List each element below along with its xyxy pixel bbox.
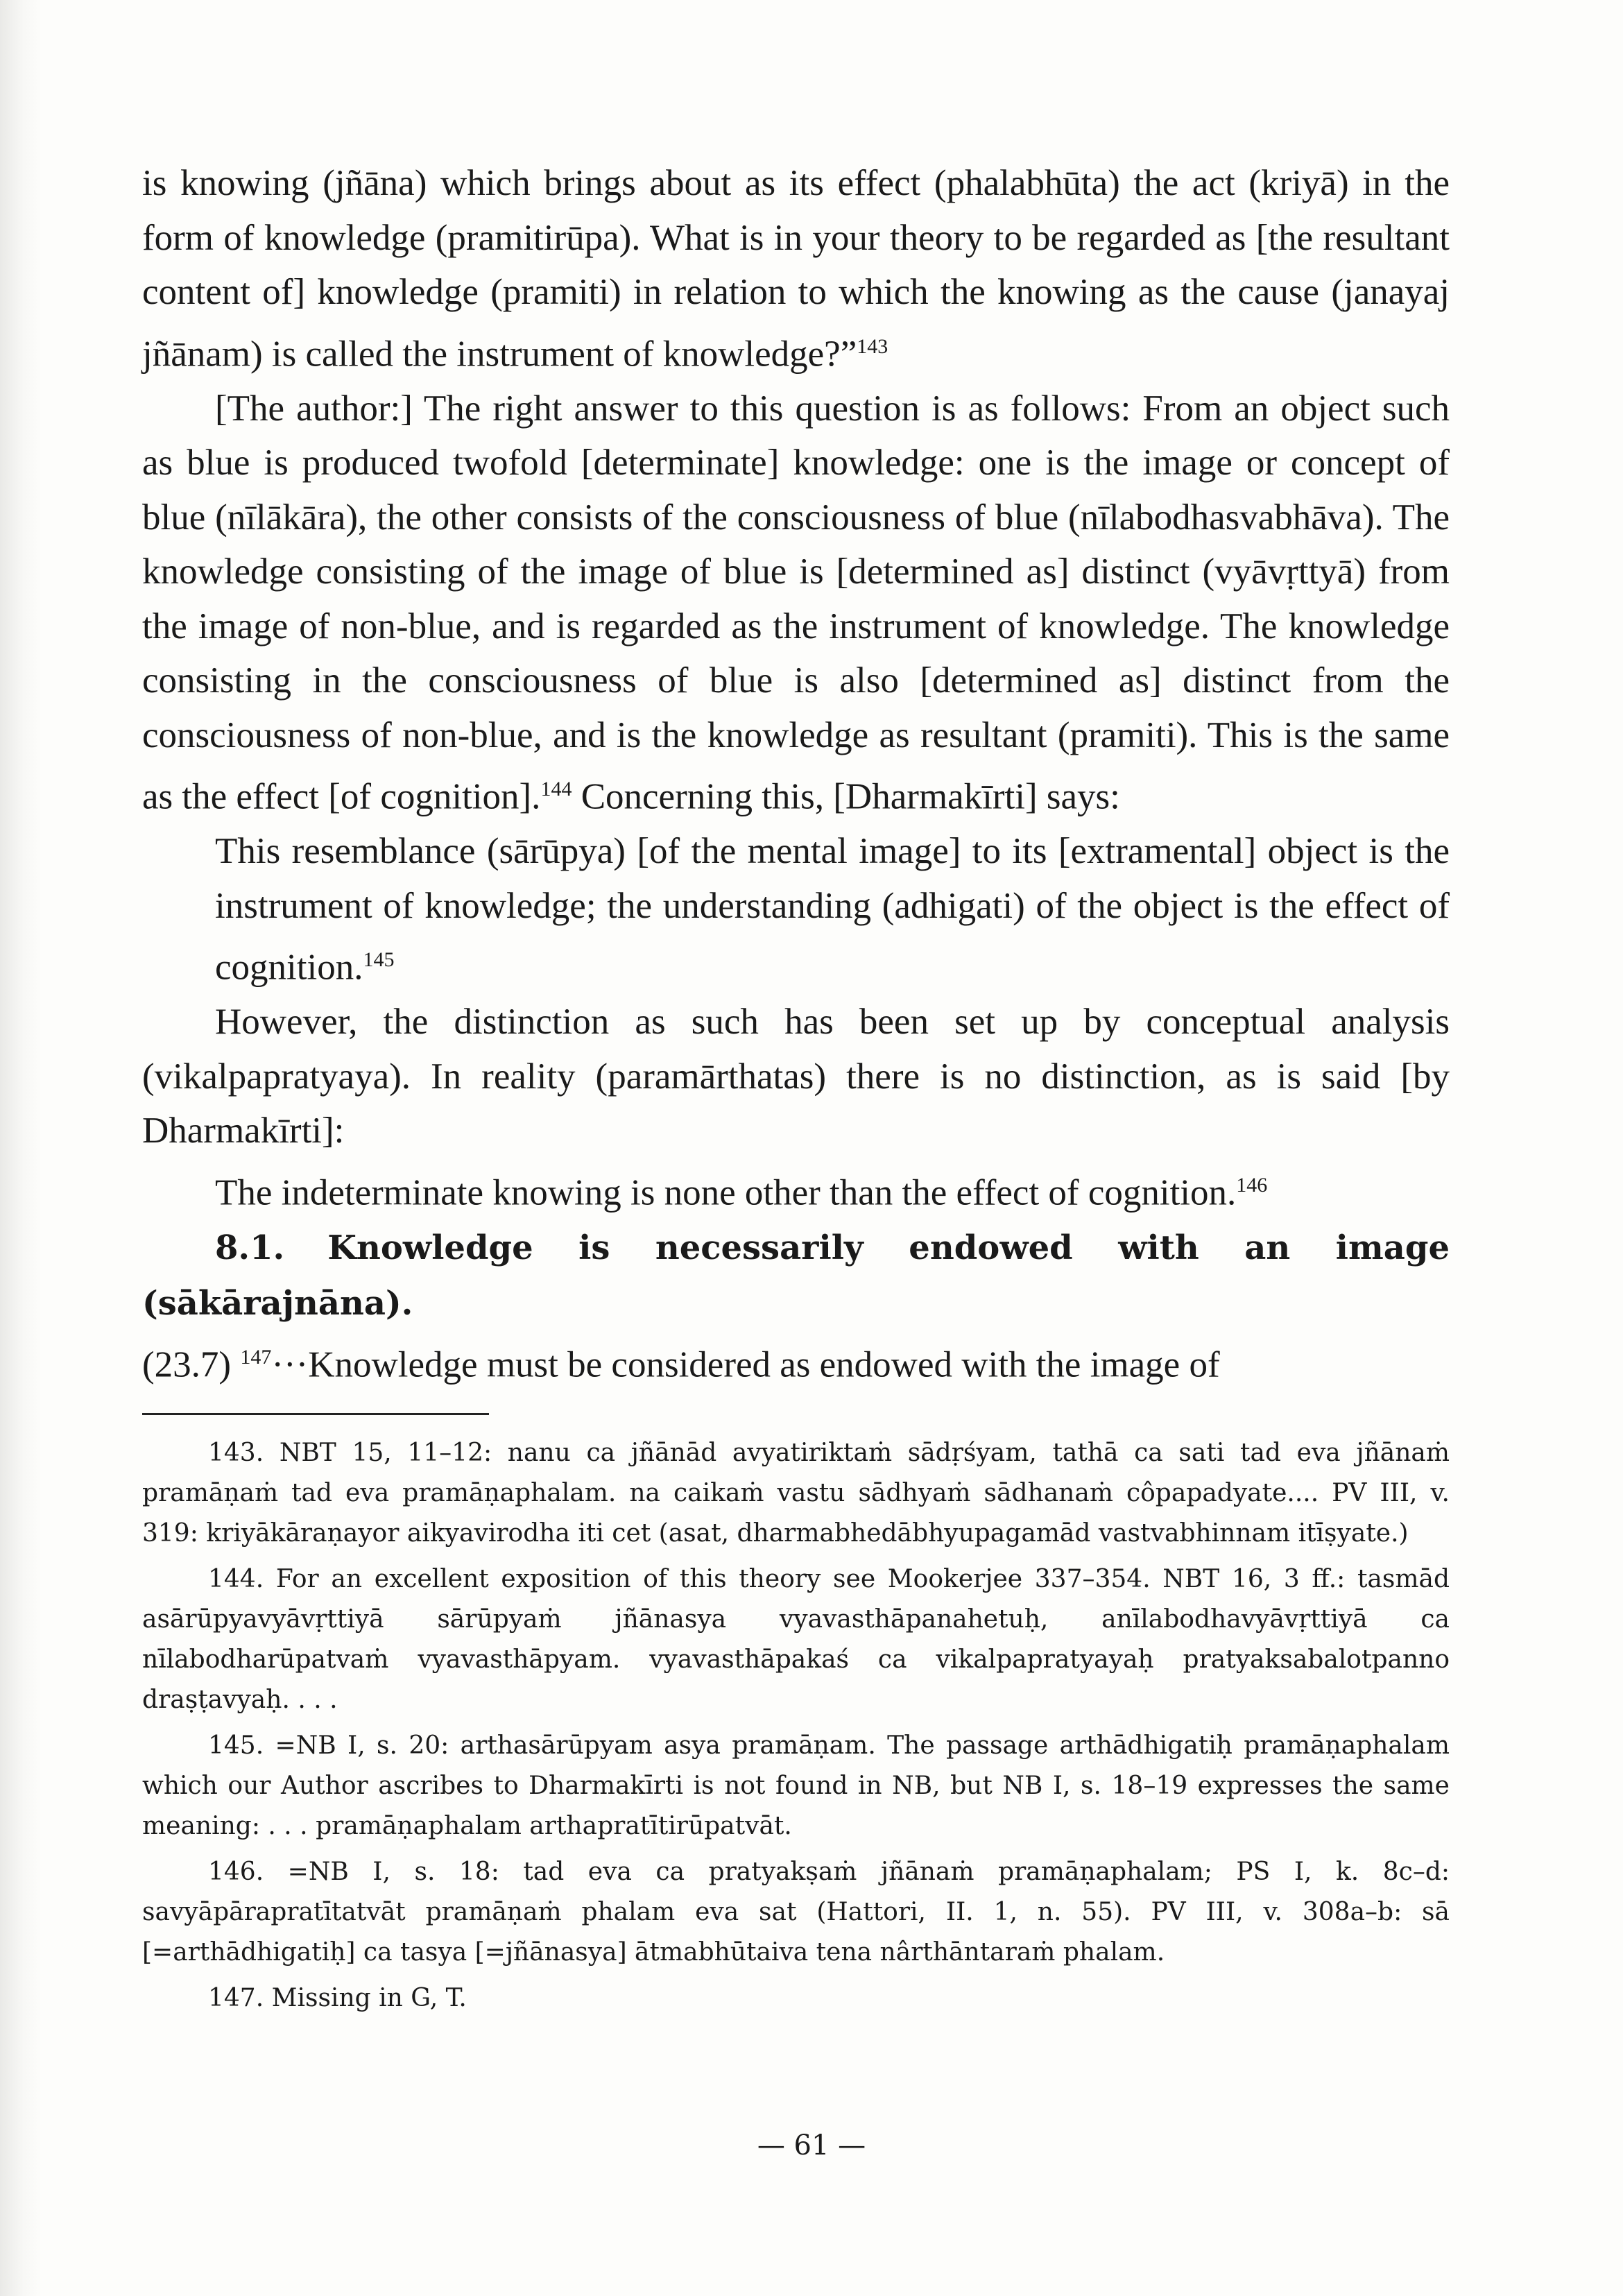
paragraph-3: However, the distinction as such has been set up by conceptual analysis (vikalpapratyaya). In reality (paramārthatas) there is no distinction, as is said [by Dharmakīrti]: (142, 1002, 1450, 1151)
paragraph-4: (23.7) $^{147}$···Knowledge must be considered as endowed with the image of (142, 1344, 1220, 1385)
paragraph-1: is knowing (jñāna) which brings about as its effect (phalabhūta) the act (kriyā) in the form of knowledge (pramitirūpa). What is in your theory to be regarded as [the resultant content of] knowledge (pramiti) in relation to which the knowing as the cause (janayaj jñānam) is called the instrument of knowledge?”$^{143}$ (142, 163, 1450, 375)
footnote-143: 143. NBT 15, 11–12: nanu ca jñānād avyatiriktaṁ sādṛśyam, tathā ca sati tad eva jñānaṁ pramāṇaṁ tad eva pramāṇaphalam. na caikaṁ vastu sādhyaṁ sādhanaṁ côpapadyate.... PV III, v. 319: kriyākāraṇayor aikyavirodha iti cet (asat, dharmabhedābhyupagamād vastvabhinnam itīṣyate.) (142, 1439, 1450, 1548)
paragraph-2: [The author:] The right answer to this question is as follows: From an object such as blue is produced twofold [determinate] knowledge: one is the image or concept of blue (nīlākāra), the other consists of the consciousness of blue (nīlabodhasvabhāva). The knowledge consisting of the image of blue is [determined as] distinct (vyāvṛttyā) from the image of non-blue, and is regarded as the instrument of knowledge. The knowledge consisting in the consciousness of blue is also [determined as] distinct from the consciousness of non-blue, and is the knowledge as resultant (pramiti). This is the same as the effect [of cognition].$^{144}$ Concerning this, [Dharmakīrti] says: (142, 388, 1450, 817)
section-title: Knowledge is necessarily endowed with an image (sākārajnāna). (142, 1228, 1450, 1323)
quote-2: The indeterminate knowing is none other than the effect of cognition.$^{146}$ (215, 1172, 1268, 1213)
footnote-rule (142, 1413, 489, 1415)
footnote-144: 144. For an excellent exposition of this theory see Mookerjee 337–354. NBT 16, 3 ff.: tasmād asārūpyavyāvṛttiyā sārūpyaṁ jñānasya vyavasthāpanahetuḥ, anīlabodhavyāvṛttiyā ca nīlabodharūpatvaṁ vyavasthāpyam. vyavasthāpakaś ca vikalpapratyayaḥ pratyaksabalotpanno draṣṭavyaḥ. . . . (142, 1565, 1450, 1715)
scan-edge-shadow (0, 0, 42, 2296)
page-content (142, 156, 1450, 2024)
footnote-147: 147. Missing in G, T. (208, 1984, 467, 2013)
footnote-145: 145. =NB I, s. 20: arthasārūpyam asya pramāṇam. The passage arthādhigatiḥ pramāṇaphalam which our Author ascribes to Dharmakīrti is not found in NB, but NB I, s. 18–19 expresses the same meaning: . . . pramāṇaphalam arthapratītirūpatvāt. (142, 1731, 1450, 1841)
section-number: 8.1. (215, 1228, 285, 1268)
section-heading (142, 1220, 1450, 1330)
footnotes (142, 1433, 1450, 2019)
note-ref-146: 146 (1236, 1173, 1268, 1197)
footnote-146: 146. =NB I, s. 18: tad eva ca pratyakṣaṁ jñānaṁ pramāṇaphalam; PS I, k. 8c–d: savyāpārapratītatvāt pramāṇaṁ phalam eva sat (Hattori, II. 1, n. 55). PV III, v. 308a–b: sā [=arthādhigatiḥ] ca tasya [=jñānasya] ātmabhūtaiva tena nârthāntaraṁ phalam. (142, 1858, 1450, 1967)
note-ref-145: 145 (363, 948, 395, 972)
note-ref-144: 144 (540, 778, 572, 801)
note-ref-147: 147 (240, 1346, 272, 1369)
quote-1: This resemblance (sārūpya) [of the mental image] to its [extramental] object is the instrument of knowledge; the understanding (adhigati) of the object is the effect of cognition.$^{145}$ (215, 831, 1450, 988)
main-text (142, 156, 1450, 1392)
note-ref-143: 143 (857, 334, 888, 358)
page-number: — 61 — (757, 2130, 866, 2161)
